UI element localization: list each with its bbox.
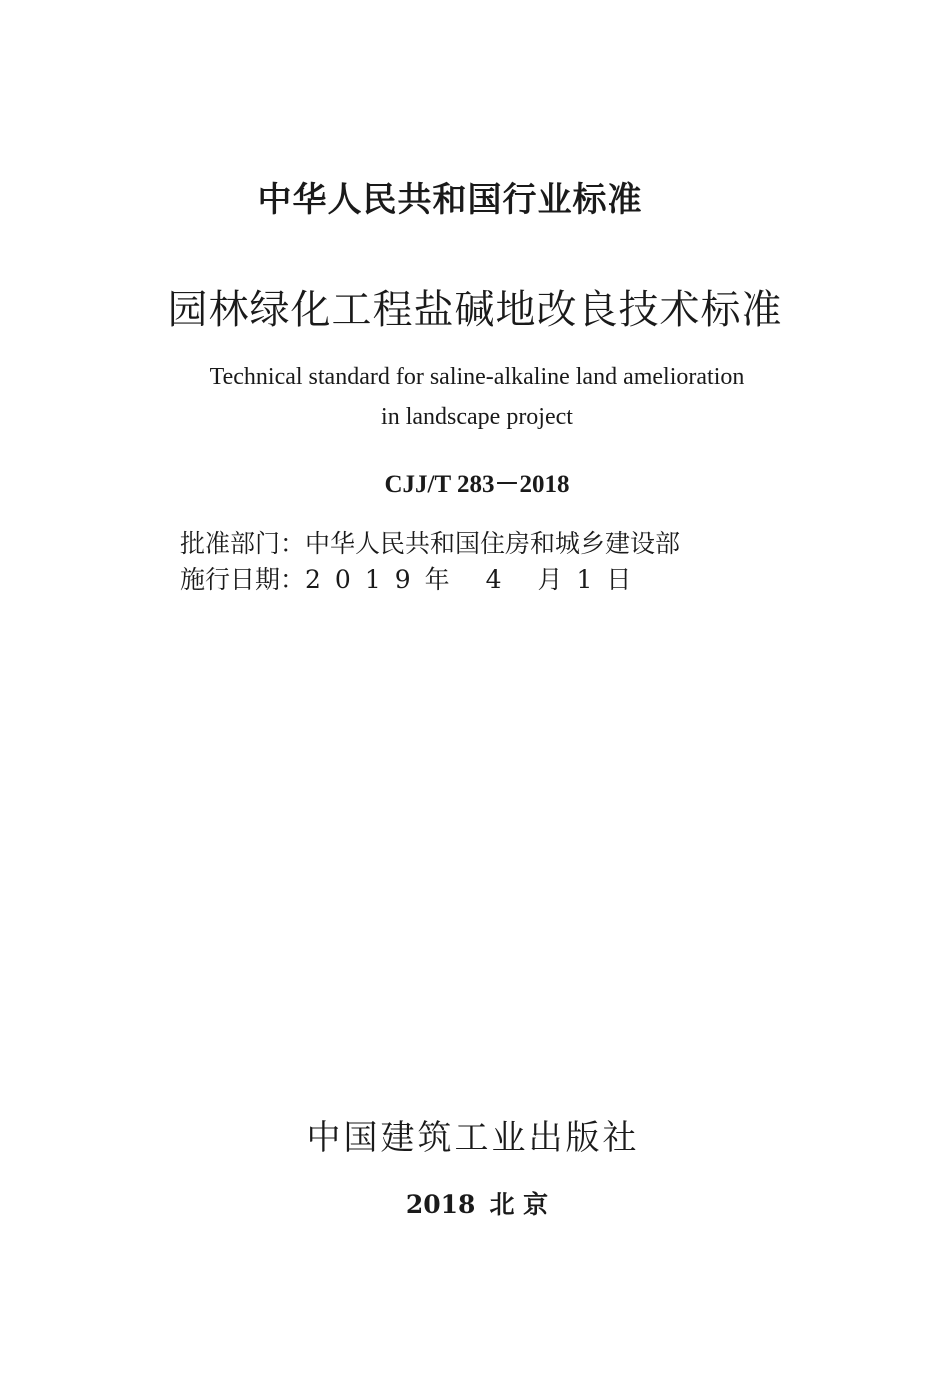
approval-value: 中华人民共和国住房和城乡建设部: [305, 529, 681, 558]
effective-date-value: 2019年 4 月1日: [305, 565, 646, 594]
publication-year: 2018: [405, 1190, 476, 1219]
effective-date-label: 施行日期：: [180, 565, 306, 594]
standard-category: 中华人民共和国行业标准: [257, 180, 643, 220]
approval-label: 批准部门：: [180, 529, 306, 558]
publication-city: 北 京: [489, 1190, 549, 1219]
publication-place: [2, 1185, 950, 1221]
publisher: 中国建筑工业出版社: [306, 1118, 640, 1158]
standard-number: CJJ/T 283－2018: [384, 471, 570, 498]
title-english-line-1: Technical standard for saline-alkaline land amelioration: [209, 364, 745, 390]
effective-date-row: [180, 564, 800, 596]
approval-info: [180, 528, 800, 600]
title-chinese: 园林绿化工程盐碱地改良技术标准: [167, 287, 783, 333]
title-english-line-2: in landscape project: [381, 404, 573, 430]
approval-row: [180, 528, 800, 560]
